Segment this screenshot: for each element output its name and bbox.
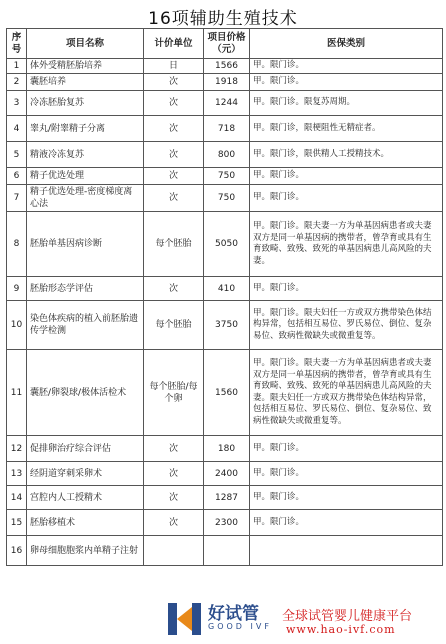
insurance-category: 甲。限门诊。限夫妻一方为单基因病患者或夫妻双方是同一单基因病的携带者，曾孕育或具有生育致畸、致残、致死的单基因病患儿高风险的夫妻。	[250, 212, 443, 277]
insurance-category: 甲。限门诊。	[250, 277, 443, 301]
billing-unit: 每个胚胎	[144, 212, 204, 277]
item-price: 750	[204, 185, 250, 212]
item-name: 卵母细胞胞浆内单精子注射	[27, 536, 144, 566]
item-price	[204, 536, 250, 566]
row-number: 4	[7, 116, 27, 142]
insurance-category: 甲。限门诊。	[250, 59, 443, 74]
billing-unit: 次	[144, 436, 204, 462]
item-name: 冷冻胚胎复苏	[27, 91, 144, 116]
insurance-category: 甲。限门诊，限供精人工授精技术。	[250, 142, 443, 168]
table-row	[7, 462, 443, 486]
item-name: 体外受精胚胎培养	[27, 59, 144, 74]
insurance-category: 甲。限门诊。	[250, 168, 443, 185]
item-price: 750	[204, 168, 250, 185]
table-row	[7, 74, 443, 91]
billing-unit: 次	[144, 185, 204, 212]
billing-unit: 次	[144, 116, 204, 142]
item-name: 胚胎形态学评估	[27, 277, 144, 301]
header-no: 序号	[7, 29, 27, 59]
header-name: 项目名称	[27, 29, 144, 59]
item-price: 800	[204, 142, 250, 168]
insurance-category	[250, 536, 443, 566]
table-row	[7, 91, 443, 116]
insurance-category: 甲。限门诊。限夫妻一方为单基因病患者或夫妻双方是同一单基因病的携带者，曾孕育或具有生育致畸、致残、致死的单基因病患儿高风险的夫妻。限夫妇任一方或双方携带染色体结构异常，包括相互易位、罗氏易位、倒位、复杂易位、致病性微缺失或微重复等。	[250, 350, 443, 436]
row-number: 15	[7, 510, 27, 536]
row-number: 5	[7, 142, 27, 168]
item-price: 180	[204, 436, 250, 462]
billing-unit: 次	[144, 510, 204, 536]
billing-unit: 次	[144, 486, 204, 510]
table-row	[7, 212, 443, 277]
insurance-category: 甲。限门诊。	[250, 486, 443, 510]
table-row	[7, 116, 443, 142]
item-name: 促排卵治疗综合评估	[27, 436, 144, 462]
table-row	[7, 59, 443, 74]
item-price: 2400	[204, 462, 250, 486]
item-price: 1566	[204, 59, 250, 74]
row-number: 13	[7, 462, 27, 486]
watermark	[162, 597, 446, 644]
fee-table	[6, 28, 443, 566]
item-price: 3750	[204, 301, 250, 350]
logo-subtitle: GOOD IVF	[208, 622, 272, 631]
page-title: 16项辅助生殖技术	[148, 9, 298, 29]
header-unit: 计价单位	[144, 29, 204, 59]
item-price: 5050	[204, 212, 250, 277]
row-number: 14	[7, 486, 27, 510]
table-row	[7, 350, 443, 436]
item-price: 410	[204, 277, 250, 301]
table-row	[7, 486, 443, 510]
billing-unit: 次	[144, 74, 204, 91]
row-number: 9	[7, 277, 27, 301]
logo-text: 好试管	[208, 604, 259, 624]
item-price: 2300	[204, 510, 250, 536]
billing-unit: 次	[144, 462, 204, 486]
row-number: 16	[7, 536, 27, 566]
row-number: 11	[7, 350, 27, 436]
item-name: 胚胎单基因病诊断	[27, 212, 144, 277]
billing-unit: 次	[144, 142, 204, 168]
header-category: 医保类别	[250, 29, 443, 59]
item-name: 染色体疾病的植入前胚胎遗传学检测	[27, 301, 144, 350]
header-price: 项目价格（元）	[204, 29, 250, 59]
insurance-category: 甲。限门诊。	[250, 462, 443, 486]
item-price: 1918	[204, 74, 250, 91]
item-name: 经阴道穿刺采卵术	[27, 462, 144, 486]
item-price: 1560	[204, 350, 250, 436]
billing-unit: 每个胚胎	[144, 301, 204, 350]
row-number: 7	[7, 185, 27, 212]
item-name: 胚胎移植术	[27, 510, 144, 536]
row-number: 6	[7, 168, 27, 185]
watermark-url: www.hao-ivf.com	[286, 623, 396, 636]
billing-unit: 次	[144, 168, 204, 185]
item-name: 囊胚培养	[27, 74, 144, 91]
item-price: 718	[204, 116, 250, 142]
insurance-category: 甲。限门诊。	[250, 185, 443, 212]
table-header-row	[7, 29, 443, 59]
insurance-category: 甲。限门诊。限复苏周期。	[250, 91, 443, 116]
billing-unit	[144, 536, 204, 566]
table-row	[7, 436, 443, 462]
billing-unit: 次	[144, 91, 204, 116]
table-row	[7, 301, 443, 350]
row-number: 1	[7, 59, 27, 74]
insurance-category: 甲。限门诊。	[250, 74, 443, 91]
row-number: 12	[7, 436, 27, 462]
item-name: 睾丸/附睾精子分离	[27, 116, 144, 142]
row-number: 2	[7, 74, 27, 91]
item-name: 精子优选处理	[27, 168, 144, 185]
row-number: 10	[7, 301, 27, 350]
table-row	[7, 142, 443, 168]
table-row	[7, 168, 443, 185]
billing-unit: 次	[144, 277, 204, 301]
billing-unit: 日	[144, 59, 204, 74]
table-row	[7, 536, 443, 566]
row-number: 3	[7, 91, 27, 116]
row-number: 8	[7, 212, 27, 277]
item-name: 囊胚/卵裂球/极体活检术	[27, 350, 144, 436]
insurance-category: 甲。限门诊。	[250, 436, 443, 462]
insurance-category: 甲。限门诊，限梗阻性无精症者。	[250, 116, 443, 142]
logo-icon	[166, 599, 204, 639]
item-name: 精液冷冻复苏	[27, 142, 144, 168]
insurance-category: 甲。限门诊。限夫妇任一方或双方携带染色体结构异常，包括相互易位、罗氏易位、倒位、复杂易位、致病性微缺失或微重复等。	[250, 301, 443, 350]
table-row	[7, 185, 443, 212]
watermark-slogan: 全球试管婴儿健康平台	[282, 609, 413, 624]
insurance-category: 甲。限门诊。	[250, 510, 443, 536]
item-price: 1244	[204, 91, 250, 116]
item-price: 1287	[204, 486, 250, 510]
item-name: 宫腔内人工授精术	[27, 486, 144, 510]
billing-unit: 每个胚胎/每个卵	[144, 350, 204, 436]
table-row	[7, 510, 443, 536]
item-name: 精子优选处理-密度梯度离心法	[27, 185, 144, 212]
table-row	[7, 277, 443, 301]
